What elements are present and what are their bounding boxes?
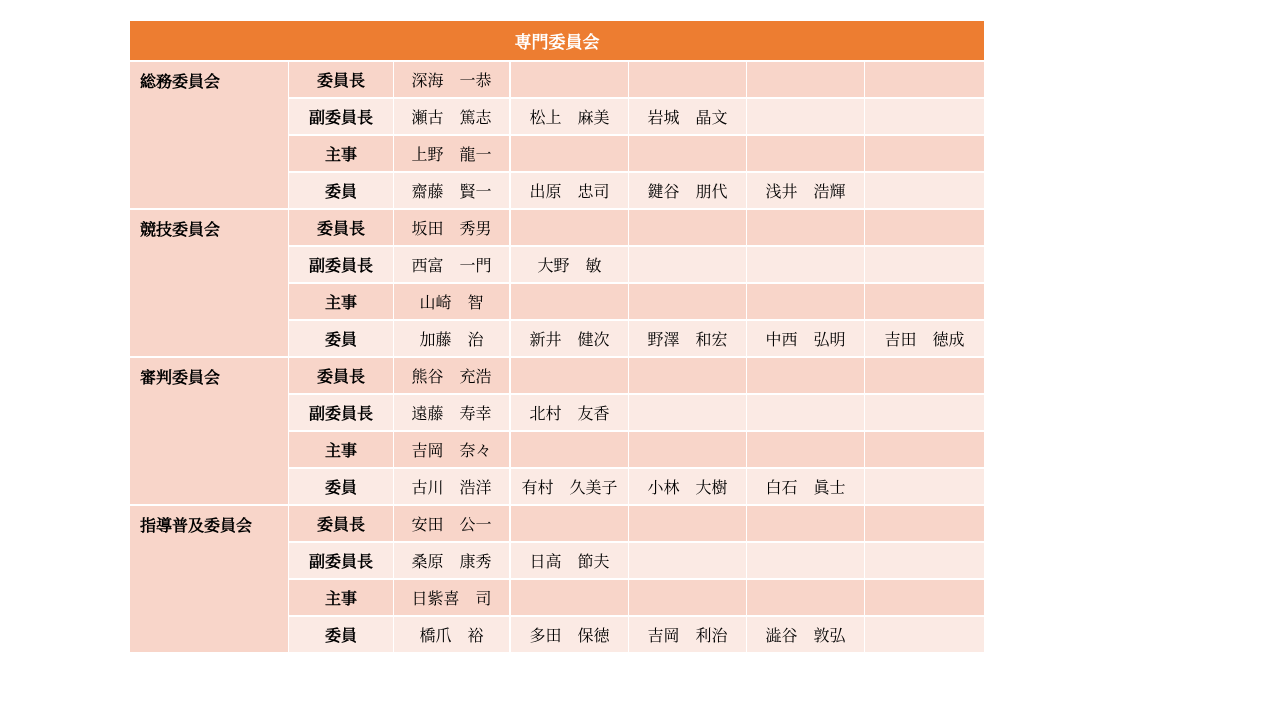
member-cell: 岩城 晶文 [629, 99, 747, 136]
member-cell: 瀬古 篤志 [394, 99, 511, 136]
committee-table [130, 21, 984, 654]
table-row [130, 210, 984, 247]
member-cell [865, 580, 984, 617]
role-cell: 委員 [289, 321, 394, 358]
member-cell [865, 136, 984, 173]
member-cell: 有村 久美子 [511, 469, 629, 506]
member-cell: 桑原 康秀 [394, 543, 511, 580]
member-cell [747, 506, 865, 543]
member-cell: 深海 一恭 [394, 62, 511, 99]
member-cell [511, 136, 629, 173]
member-cell: 橋爪 裕 [394, 617, 511, 654]
table-row [130, 62, 984, 99]
member-cell: 中西 弘明 [747, 321, 865, 358]
role-cell: 副委員長 [289, 395, 394, 432]
member-cell: 新井 健次 [511, 321, 629, 358]
member-cell [865, 173, 984, 210]
member-cell: 齋藤 賢一 [394, 173, 511, 210]
member-cell [747, 99, 865, 136]
member-cell [865, 543, 984, 580]
header-row [130, 21, 984, 62]
member-cell [747, 247, 865, 284]
member-cell [865, 210, 984, 247]
role-cell: 副委員長 [289, 543, 394, 580]
member-cell [747, 284, 865, 321]
member-cell: 日高 節夫 [511, 543, 629, 580]
role-cell: 主事 [289, 284, 394, 321]
member-cell [865, 247, 984, 284]
member-cell [865, 617, 984, 654]
member-cell [747, 358, 865, 395]
member-cell: 山崎 智 [394, 284, 511, 321]
member-cell [629, 358, 747, 395]
member-cell: 野澤 和宏 [629, 321, 747, 358]
member-cell: 安田 公一 [394, 506, 511, 543]
member-cell [865, 395, 984, 432]
member-cell [865, 506, 984, 543]
member-cell [629, 395, 747, 432]
role-cell: 主事 [289, 432, 394, 469]
member-cell [865, 469, 984, 506]
member-cell: 熊谷 充浩 [394, 358, 511, 395]
member-cell: 坂田 秀男 [394, 210, 511, 247]
member-cell: 大野 敏 [511, 247, 629, 284]
role-cell: 委員 [289, 173, 394, 210]
member-cell [511, 62, 629, 99]
member-cell [511, 358, 629, 395]
role-cell: 副委員長 [289, 247, 394, 284]
member-cell: 白石 眞士 [747, 469, 865, 506]
member-cell [865, 62, 984, 99]
member-cell: 上野 龍一 [394, 136, 511, 173]
member-cell [629, 210, 747, 247]
member-cell [629, 62, 747, 99]
member-cell [747, 580, 865, 617]
role-cell: 主事 [289, 136, 394, 173]
member-cell [511, 506, 629, 543]
member-cell [747, 395, 865, 432]
member-cell [511, 284, 629, 321]
member-cell: 松上 麻美 [511, 99, 629, 136]
table-title: 専門委員会 [130, 21, 984, 62]
member-cell [511, 432, 629, 469]
member-cell [747, 136, 865, 173]
member-cell [629, 136, 747, 173]
member-cell [747, 543, 865, 580]
role-cell: 委員 [289, 469, 394, 506]
member-cell: 出原 忠司 [511, 173, 629, 210]
member-cell [629, 580, 747, 617]
committee-name: 審判委員会 [130, 358, 289, 506]
member-cell: 吉岡 利治 [629, 617, 747, 654]
member-cell: 西富 一門 [394, 247, 511, 284]
member-cell: 加藤 治 [394, 321, 511, 358]
role-cell: 主事 [289, 580, 394, 617]
committee-name: 競技委員会 [130, 210, 289, 358]
table-row [130, 506, 984, 543]
table-row [130, 358, 984, 395]
role-cell: 委員長 [289, 210, 394, 247]
member-cell [629, 543, 747, 580]
member-cell: 古川 浩洋 [394, 469, 511, 506]
member-cell [629, 432, 747, 469]
role-cell: 委員長 [289, 506, 394, 543]
member-cell [865, 358, 984, 395]
member-cell [747, 62, 865, 99]
member-cell: 多田 保徳 [511, 617, 629, 654]
member-cell: 吉田 徳成 [865, 321, 984, 358]
committee-name: 総務委員会 [130, 62, 289, 210]
member-cell: 日紫喜 司 [394, 580, 511, 617]
member-cell: 小林 大樹 [629, 469, 747, 506]
role-cell: 委員長 [289, 358, 394, 395]
member-cell [747, 210, 865, 247]
member-cell [511, 210, 629, 247]
role-cell: 委員長 [289, 62, 394, 99]
role-cell: 委員 [289, 617, 394, 654]
role-cell: 副委員長 [289, 99, 394, 136]
member-cell [865, 99, 984, 136]
table-body [130, 62, 984, 654]
member-cell [865, 432, 984, 469]
member-cell: 浅井 浩輝 [747, 173, 865, 210]
member-cell [629, 506, 747, 543]
member-cell [747, 432, 865, 469]
member-cell [629, 284, 747, 321]
member-cell: 北村 友香 [511, 395, 629, 432]
member-cell [511, 580, 629, 617]
member-cell: 吉岡 奈々 [394, 432, 511, 469]
member-cell: 遠藤 寿幸 [394, 395, 511, 432]
member-cell: 鍵谷 朋代 [629, 173, 747, 210]
member-cell: 澁谷 敦弘 [747, 617, 865, 654]
committee-name: 指導普及委員会 [130, 506, 289, 654]
member-cell [629, 247, 747, 284]
member-cell [865, 284, 984, 321]
